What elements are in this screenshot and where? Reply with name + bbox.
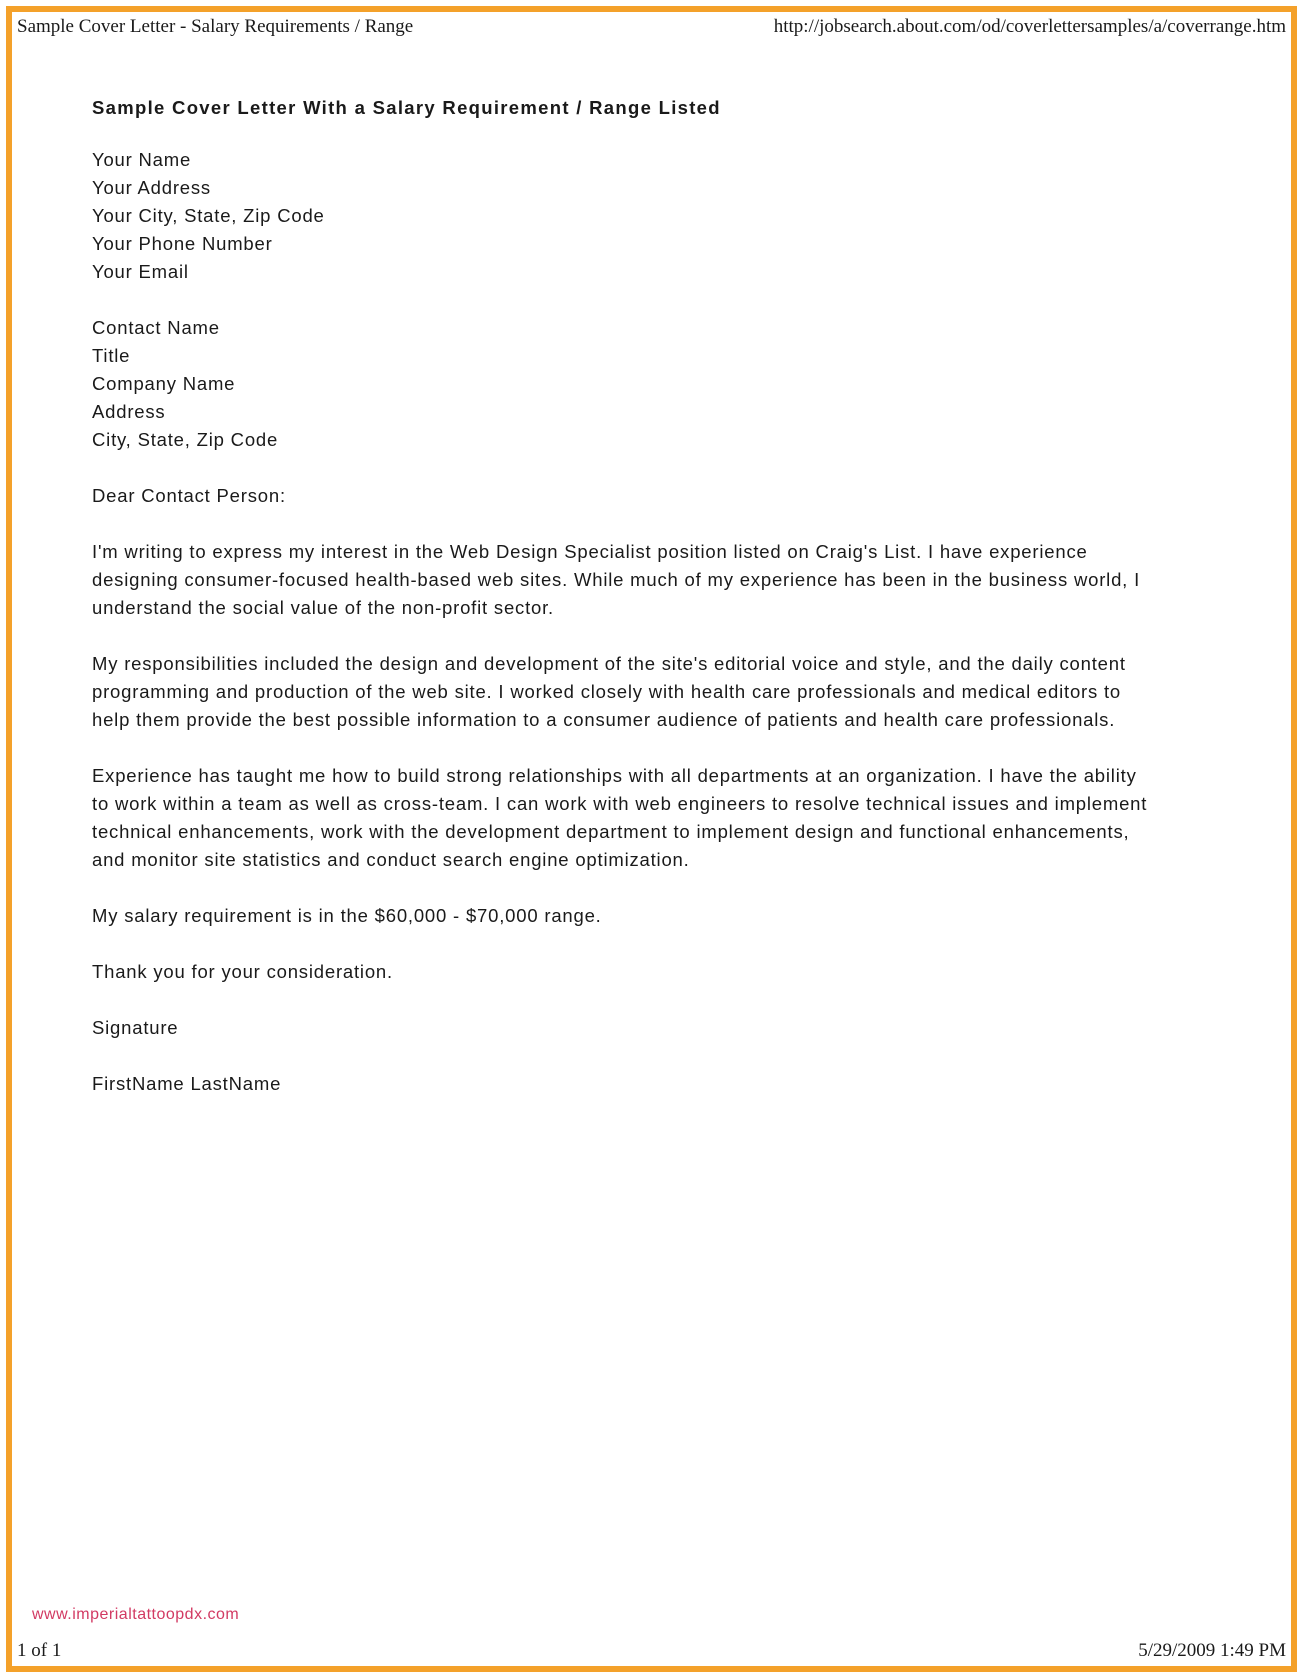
page-frame xyxy=(6,6,1297,1672)
signature: Signature xyxy=(92,1017,179,1038)
recipient-address-block xyxy=(92,314,1222,454)
paragraph-line: designing consumer-focused health-based web sites. While much of my experience has been in the business world, I xyxy=(92,569,1141,590)
salutation: Dear Contact Person: xyxy=(92,485,286,506)
paragraph-line: understand the social value of the non-profit sector. xyxy=(92,597,554,618)
sender-city-state-zip: Your City, State, Zip Code xyxy=(92,205,325,226)
sender-email: Your Email xyxy=(92,261,189,282)
recipient-contact-name: Contact Name xyxy=(92,317,220,338)
recipient-title: Title xyxy=(92,345,131,366)
sender-address-block xyxy=(92,146,1222,286)
paragraph-line: programming and production of the web site. I worked closely with health care professionals and medical editors to xyxy=(92,681,1122,702)
recipient-company: Company Name xyxy=(92,373,236,394)
body-paragraph-experience xyxy=(92,762,1222,874)
recipient-city-state-zip: City, State, Zip Code xyxy=(92,429,279,450)
watermark-url: www.imperialtattoopdx.com xyxy=(32,1606,240,1623)
print-header-title: Sample Cover Letter - Salary Requirements / Range xyxy=(17,16,414,37)
salary-requirement xyxy=(92,902,1222,930)
page-count: 1 of 1 xyxy=(17,1640,62,1661)
sender-phone: Your Phone Number xyxy=(92,233,273,254)
paragraph-line: My responsibilities included the design and development of the site's editorial voice and style, and the daily content xyxy=(92,653,1126,674)
print-header xyxy=(17,16,1286,44)
print-footer xyxy=(17,1634,1286,1662)
print-header-url: http://jobsearch.about.com/od/coverlettersamples/a/coverrange.htm xyxy=(773,16,1286,37)
letter-title: Sample Cover Letter With a Salary Requirement / Range Listed xyxy=(92,97,721,118)
paragraph-line: help them provide the best possible information to a consumer audience of patients and health care professionals. xyxy=(92,709,1116,730)
sender-address: Your Address xyxy=(92,177,211,198)
closing-thanks xyxy=(92,958,1222,986)
cover-letter xyxy=(92,94,1222,1126)
paragraph-line: Thank you for your consideration. xyxy=(92,961,393,982)
body-paragraph-responsibilities xyxy=(92,650,1222,734)
paragraph-line: I'm writing to express my interest in the Web Design Specialist position listed on Craig's List. I have experience xyxy=(92,541,1088,562)
paragraph-line: My salary requirement is in the $60,000 - $70,000 range. xyxy=(92,905,602,926)
body-paragraph-interest xyxy=(92,538,1222,622)
paragraph-line: to work within a team as well as cross-team. I can work with web engineers to resolve technical issues and implement xyxy=(92,793,1148,814)
recipient-address: Address xyxy=(92,401,166,422)
sender-name: Your Name xyxy=(92,149,192,170)
paragraph-line: technical enhancements, work with the development department to implement design and functional enhancements, xyxy=(92,821,1130,842)
print-timestamp: 5/29/2009 1:49 PM xyxy=(1138,1640,1286,1661)
signer-name: FirstName LastName xyxy=(92,1073,282,1094)
paragraph-line: and monitor site statistics and conduct search engine optimization. xyxy=(92,849,690,870)
paragraph-line: Experience has taught me how to build strong relationships with all departments at an organization. I have the ability xyxy=(92,765,1137,786)
